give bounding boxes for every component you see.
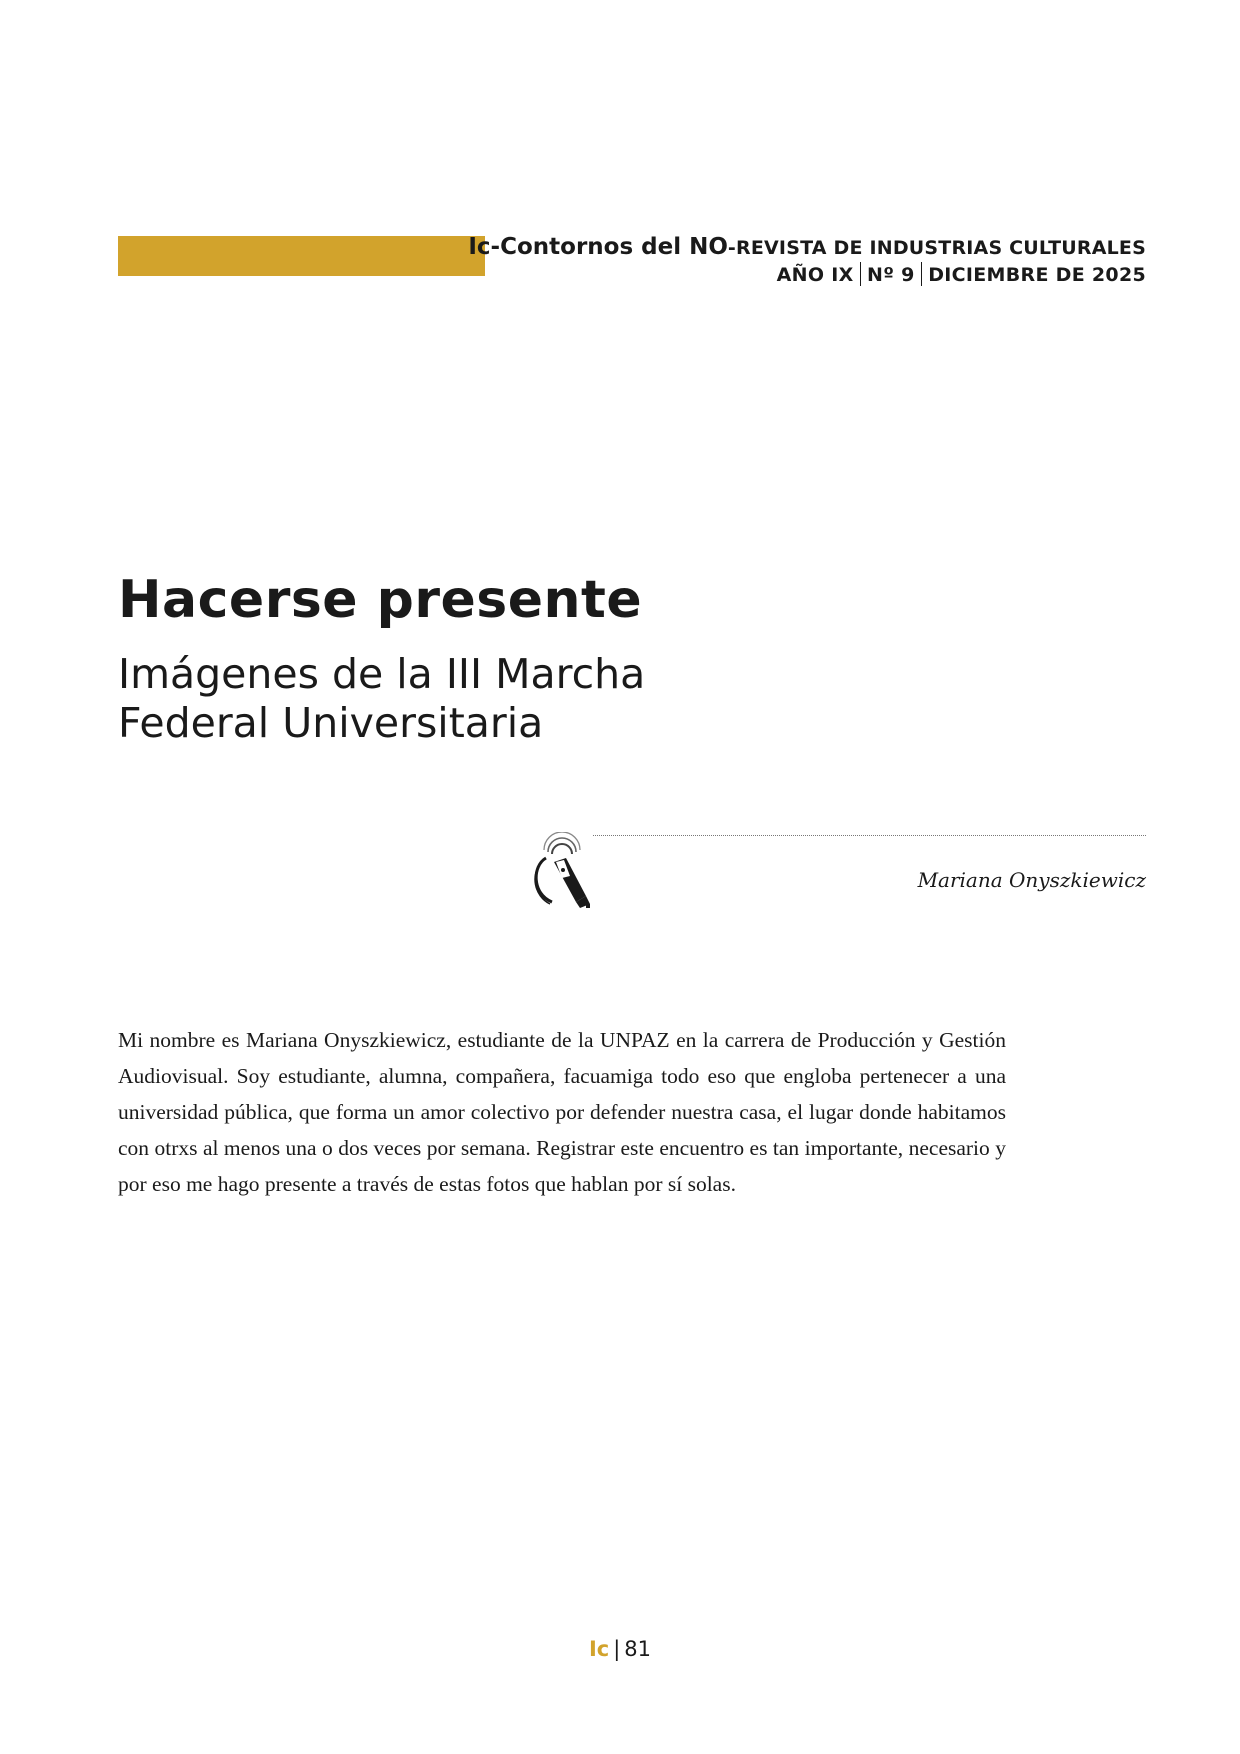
issue-info-line [468,262,1146,287]
page-footer [0,1637,1240,1661]
author-divider [593,835,1146,836]
header-accent-bar [118,236,485,276]
footer-separator: | [613,1637,621,1661]
footer-ic-label: Ic [588,1637,610,1661]
article-body: Mi nombre es Mariana Onyszkiewicz, estudiante de la UNPAZ en la carrera de Producción y Gestión Audiovisual. Soy estudiante, alumna, compañera, facuamiga todo eso que engloba pertenecer a una universidad pública, que forma un amor colectivo por defender nuestra casa, el lugar donde habitamos con otrxs al menos una o dos veces por semana. Registrar este encuentro es tan importante, necesario y por eso me hago presente a través de estas fotos que hablan por sí solas. [118,1028,1006,1196]
article-subtitle [118,650,645,748]
article-title: Hacerse presente [118,570,643,630]
header-separator [860,262,862,286]
journal-issue: Nº 9 [867,263,915,286]
journal-title-line [468,234,1146,262]
journal-name: Ic-Contornos del NO [468,234,728,260]
journal-year: AÑO IX [776,263,854,286]
journal-subtitle: -REVISTA DE INDUSTRIAS CULTURALES [727,237,1146,259]
fountain-pen-icon [522,832,594,910]
journal-date: DICIEMBRE DE 2025 [928,263,1146,286]
article-subtitle-line-1: Imágenes de la III Marcha [118,650,646,698]
article-subtitle-line-2: Federal Universitaria [118,699,544,747]
header-separator [921,262,923,286]
journal-header [468,234,1146,286]
article-author: Mariana Onyszkiewicz [917,868,1146,892]
page-number: 81 [624,1637,652,1661]
